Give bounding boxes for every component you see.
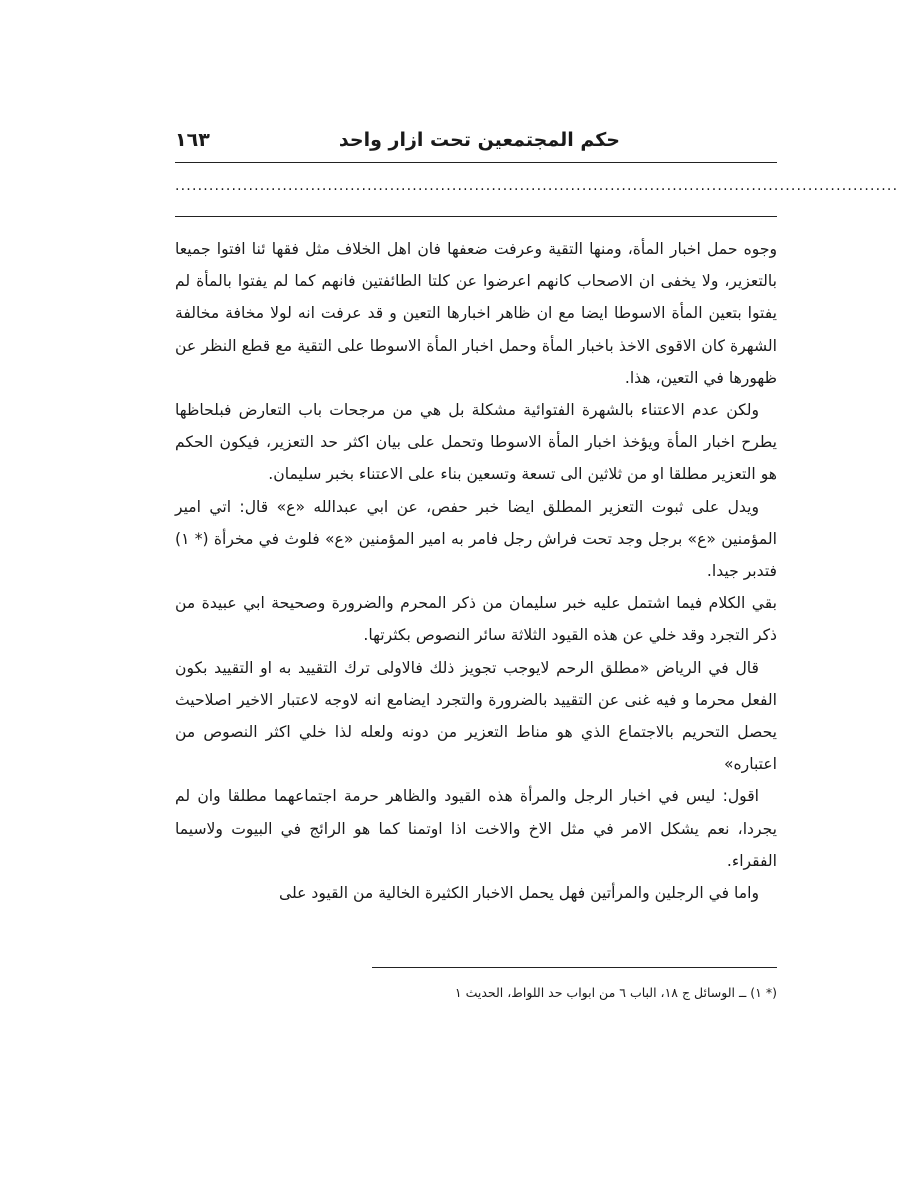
paragraph: ويدل على ثبوت التعزير المطلق ايضا خبر حفص، عن ابي عبدالله «ع» قال: اتي امير المؤمنين «ع» برجل وجد تحت فراش رجل فامر به امير المؤمنين «ع» فلوث في مخرأة (* ١) فتدبر جيدا.	[175, 497, 777, 581]
header-rule-top	[175, 162, 777, 163]
paragraph: قال في الرياض «مطلق الرحم لايوجب تجويز ذلك فالاولى ترك التقييد به او التقييد بكون الفعل محرما و فيه غنى عن التقييد بالضرورة والتجرد ايضامع انه لاوجه لاعتبار الاخير اصلاحيث يحصل التحريم بالاجتماع الذي هو مناط التعزير من دونه ولعله لذا خلي اكثر النصوص من اعتباره»	[175, 658, 777, 774]
footnote: (* ١) ــ الوسائل ج ١٨، الباب ٦ من ابواب حد اللواط، الحديث ١	[454, 985, 777, 1000]
footnote-rule	[372, 967, 777, 968]
paragraph: اقول: ليس في اخبار الرجل والمرأة هذه القيود والظاهر حرمة اجتماعهما مطلقا وان لم يجردا، نعم يشكل الامر في مثل الاخ والاخت اذا اوتمنا كما هو الرائج في البيوت ولاسيما الفقراء.	[175, 787, 777, 870]
paragraph: بقي الكلام فيما اشتمل عليه خبر سليمان من ذكر المحرم والضرورة وصحيحة ابي عبيدة من ذكر التجرد وقد خلي عن هذه القيود الثلاثة سائر النصوص بكثرتها.	[175, 594, 777, 645]
paragraph: وجوه حمل اخبار المأة، ومنها التقية وعرفت ضعفها فان اهل الخلاف مثل فقها ئنا افتوا جميعا بالتعزير، ولا يخفى ان الاصحاب كانهم اعرضوا عن كلتا الطائفتين فانهم كما لم يفتوا بالمأة لم يفتوا بتعين المأة الاسوطا ايضا مع ان ظاهر اخبارها التعين و قد عرفت انه لولا مخافة مخالفة الشهرة كان الاقوى الاخذ باخبار المأة وحمل اخبار المأة الاسوطا على التقية مع قطع النظر عن ظهورها في التعين، هذا.	[175, 240, 777, 387]
paragraph: واما في الرجلين والمرأتين فهل يحمل الاخبار الكثيرة الخالية من القيود على	[279, 884, 759, 903]
running-header-title: حكم المجتمعين تحت ازار واحد	[338, 129, 620, 151]
paragraph: ولكن عدم الاعتناء بالشهرة الفتوائية مشكلة بل هي من مرجحات باب التعارض فبلحاظها يطرح اخبار المأة ويؤخذ اخبار المأة الاسوطا وتحمل على بيان اكثر حد التعزير، فيكون الحكم هو التعزير مطلقا او من ثلاثين الى تسعة وتسعين بناء على الاعتناء بخبر سليمان.	[175, 401, 777, 484]
body-text	[175, 233, 777, 909]
dotted-separator: ................................................................................................................................	[175, 178, 899, 194]
header-rule-bottom	[175, 216, 777, 217]
page-number: ١٦٣	[175, 129, 210, 151]
